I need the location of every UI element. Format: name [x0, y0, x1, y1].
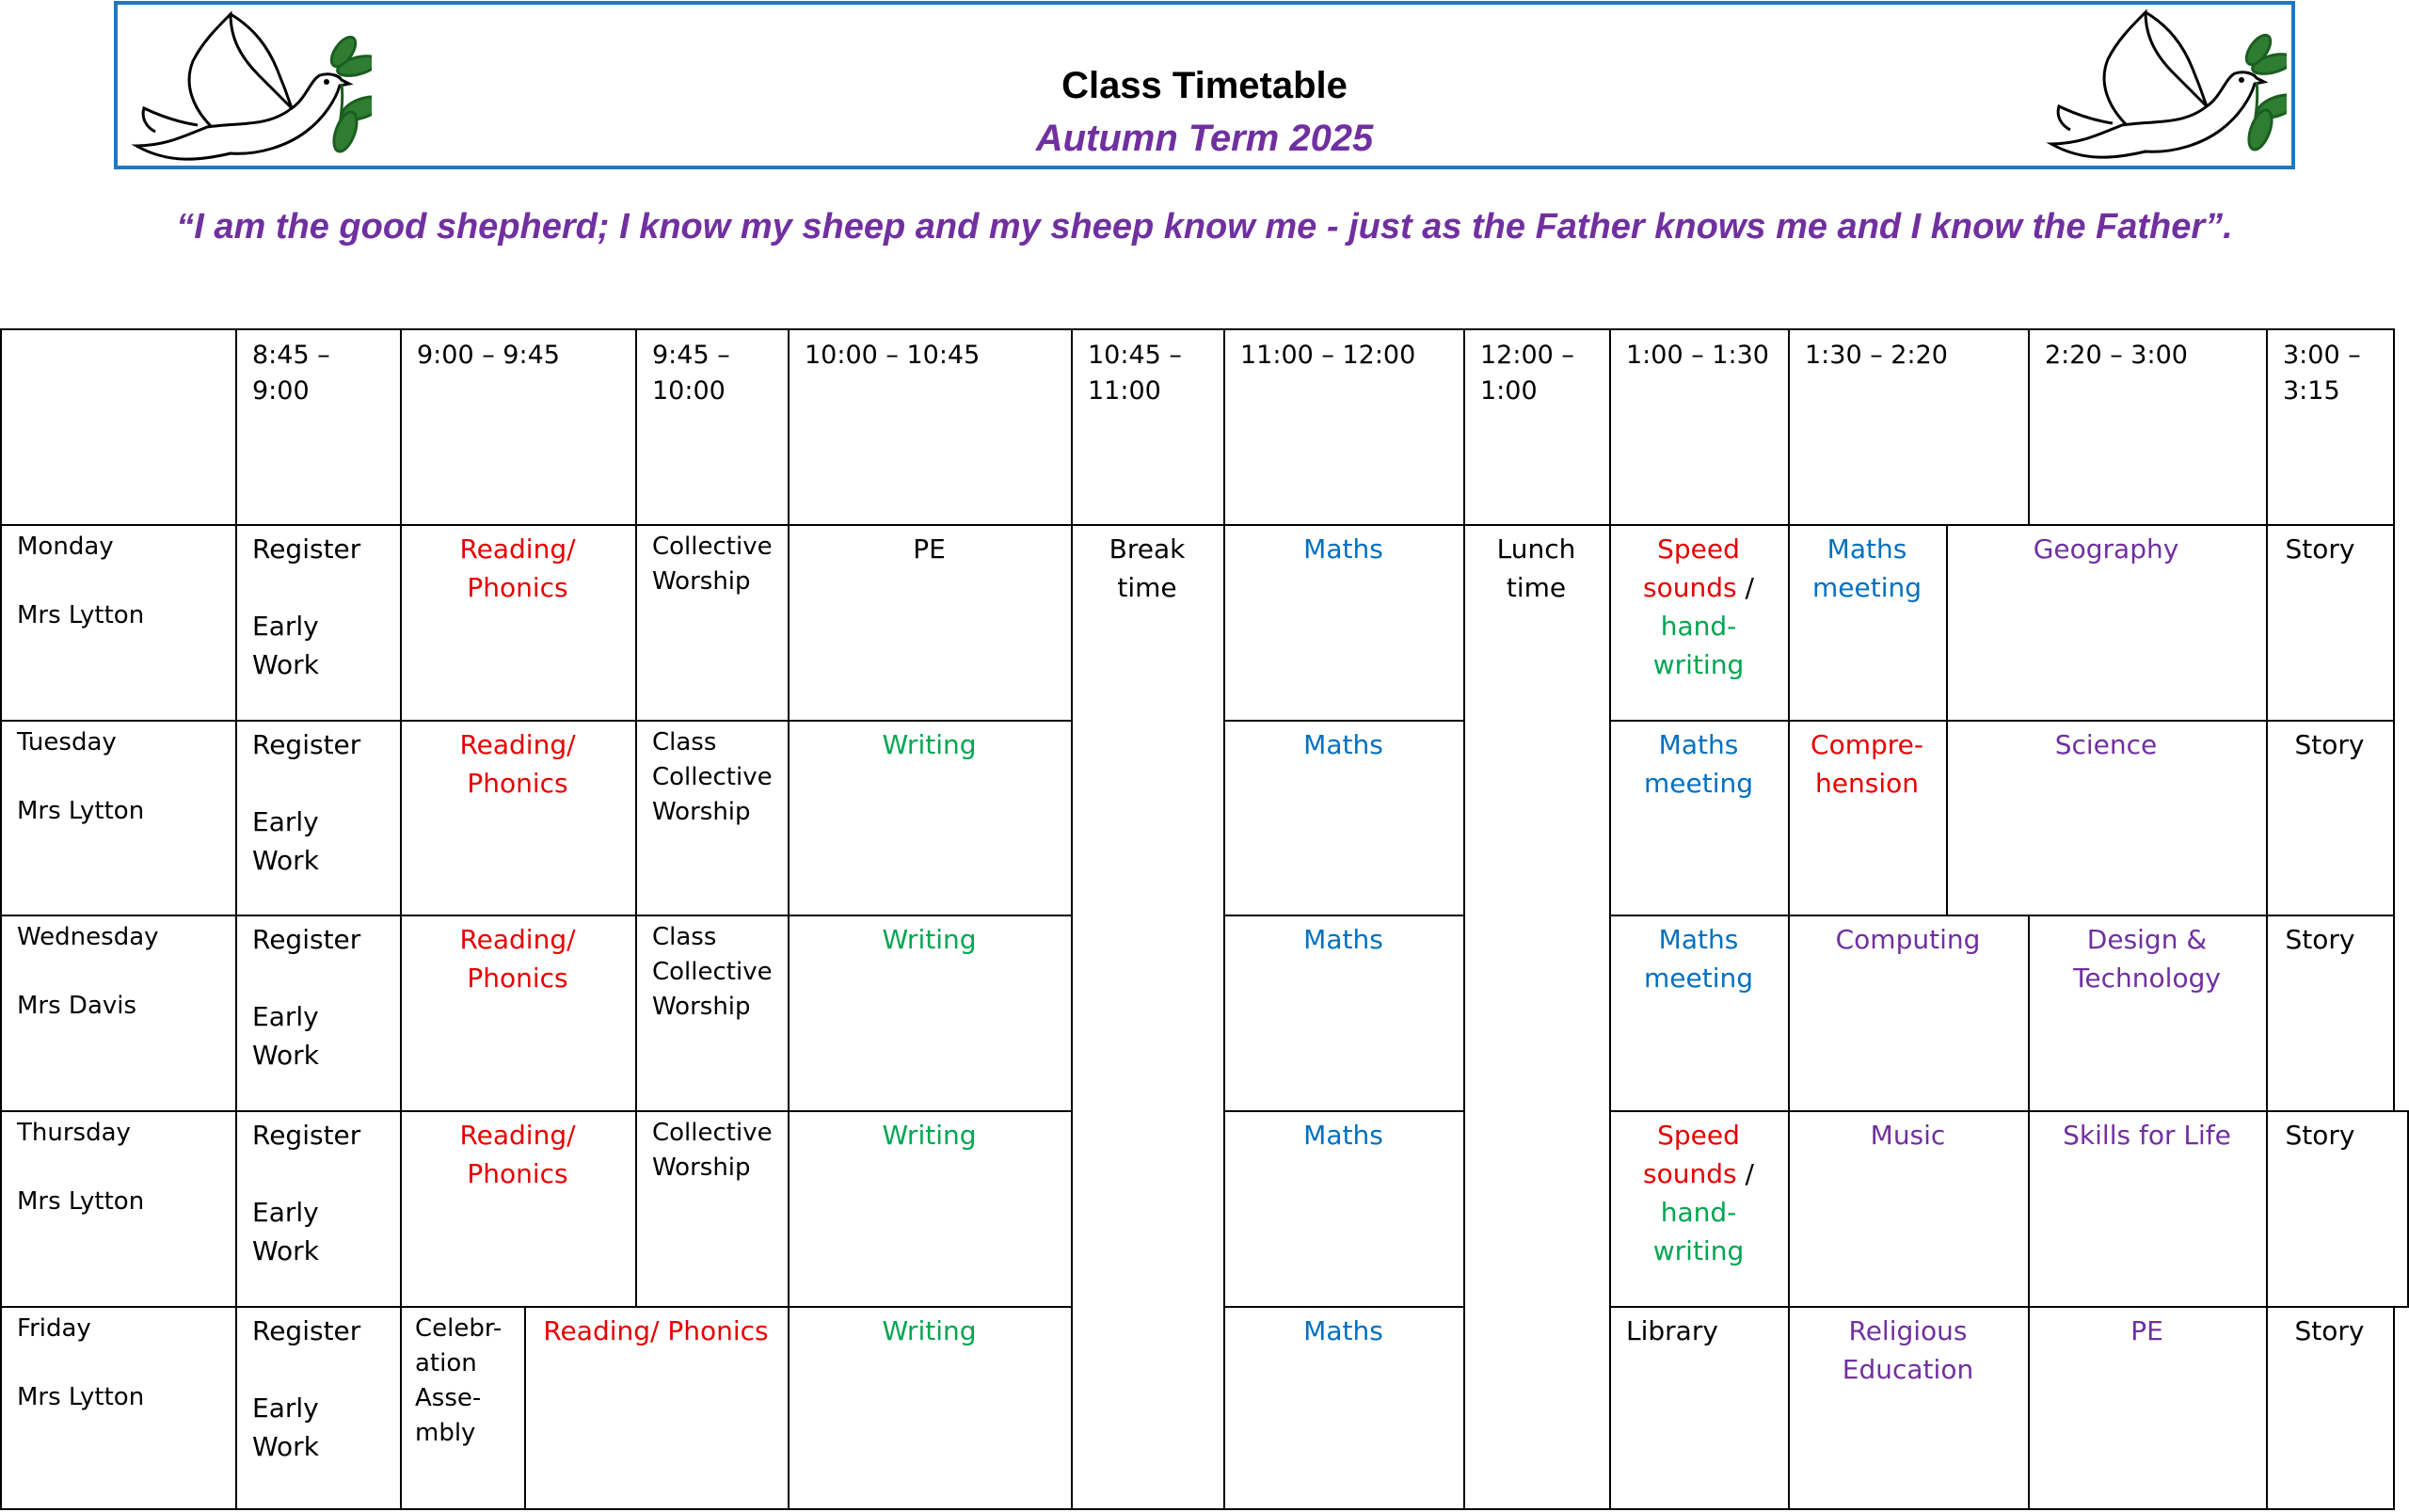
time-slot-header: 3:00 – 3:15 — [2283, 341, 2361, 406]
register-cell: Register Early Work — [252, 1120, 361, 1266]
lesson-science: Science — [2054, 729, 2158, 760]
time-slot-header: 10:00 – 10:45 — [805, 341, 981, 370]
day-label-monday: Monday Mrs Lytton — [17, 533, 145, 629]
lesson-design-technology: Design & Technology — [2073, 924, 2221, 994]
time-slot-header: 2:20 – 3:00 — [2045, 341, 2188, 370]
lesson-maths: Maths — [1303, 924, 1383, 955]
lesson-maths: Maths — [1303, 1120, 1383, 1151]
lesson-maths: Maths — [1303, 729, 1383, 760]
time-slot-header: 9:45 – 10:00 — [652, 341, 730, 406]
page-subtitle: Autumn Term 2025 — [1035, 118, 1374, 159]
lesson-story: Story — [2294, 729, 2365, 760]
lesson-geography: Geography — [2033, 533, 2179, 565]
time-slot-header: 10:45 – 11:00 — [1088, 341, 1182, 406]
lesson-writing: Writing — [882, 729, 977, 760]
lesson-reading-phonics: Reading/ Phonics — [459, 533, 576, 603]
day-label-tuesday: Tuesday Mrs Lytton — [17, 728, 145, 825]
lesson-speed-sounds-handwriting: Speed sounds / hand- writing — [1643, 533, 1754, 680]
lesson-writing: Writing — [882, 1315, 977, 1346]
lesson-reading-phonics: Reading/ Phonics — [459, 1120, 576, 1189]
lesson-maths-meeting: Maths meeting — [1643, 924, 1753, 994]
lesson-reading-phonics: Reading/ Phonics — [543, 1315, 769, 1346]
lesson-class-collective-worship: Class Collective Worship — [652, 728, 773, 826]
lesson-story: Story — [2285, 533, 2355, 565]
register-cell: Register Early Work — [252, 729, 361, 876]
bible-quote: “I am the good shepherd; I know my sheep and my sheep know me - just as the Father knows me and I know the Father”. — [176, 207, 2233, 247]
lesson-class-collective-worship: Class Collective Worship — [652, 923, 773, 1021]
lesson-celebration-assembly: Celebr- ation Asse- mbly — [415, 1314, 503, 1447]
lesson-pe: PE — [913, 533, 946, 565]
lesson-computing: Computing — [1835, 924, 1981, 955]
lesson-story: Story — [2285, 924, 2355, 955]
time-slot-header: 11:00 – 12:00 — [1240, 341, 1416, 370]
lesson-maths-meeting: Maths meeting — [1643, 729, 1753, 799]
time-slot-header: 8:45 – 9:00 — [252, 341, 330, 406]
lesson-story: Story — [2285, 1120, 2355, 1151]
day-label-wednesday: Wednesday Mrs Davis — [17, 923, 159, 1020]
register-cell: Register Early Work — [252, 1315, 361, 1462]
break-time: Break time — [1109, 533, 1186, 603]
register-cell: Register Early Work — [252, 924, 361, 1071]
lesson-story: Story — [2294, 1315, 2365, 1346]
lesson-writing: Writing — [882, 1120, 977, 1151]
lesson-maths-meeting: Maths meeting — [1811, 533, 1922, 603]
time-slot-header: 1:30 – 2:20 — [1805, 341, 1948, 370]
lesson-speed-sounds-handwriting: Speed sounds / hand- writing — [1643, 1120, 1754, 1266]
lesson-collective-worship: Collective Worship — [652, 533, 773, 596]
day-label-friday: Friday Mrs Lytton — [17, 1314, 145, 1411]
lesson-religious-education: Religious Education — [1842, 1315, 1974, 1385]
lesson-library: Library — [1626, 1315, 1718, 1346]
lesson-writing: Writing — [882, 924, 977, 955]
day-label-thursday: Thursday Mrs Lytton — [17, 1119, 145, 1216]
time-slot-header: 12:00 – 1:00 — [1480, 341, 1574, 406]
lesson-maths: Maths — [1303, 1315, 1383, 1346]
lesson-maths: Maths — [1303, 533, 1383, 565]
time-slot-header: 9:00 – 9:45 — [417, 341, 560, 370]
time-slot-header: 1:00 – 1:30 — [1626, 341, 1769, 370]
lesson-skills-for-life: Skills for Life — [2063, 1120, 2231, 1151]
lesson-reading-phonics: Reading/ Phonics — [459, 924, 576, 994]
lunch-time: Lunch time — [1496, 533, 1576, 603]
lesson-music: Music — [1870, 1120, 1946, 1151]
register-cell: Register Early Work — [252, 533, 361, 680]
page-title: Class Timetable — [1061, 65, 1348, 106]
lesson-pe: PE — [2130, 1315, 2163, 1346]
lesson-collective-worship: Collective Worship — [652, 1119, 773, 1182]
lesson-reading-phonics: Reading/ Phonics — [459, 729, 576, 799]
lesson-comprehension: Compre- hension — [1811, 729, 1923, 799]
